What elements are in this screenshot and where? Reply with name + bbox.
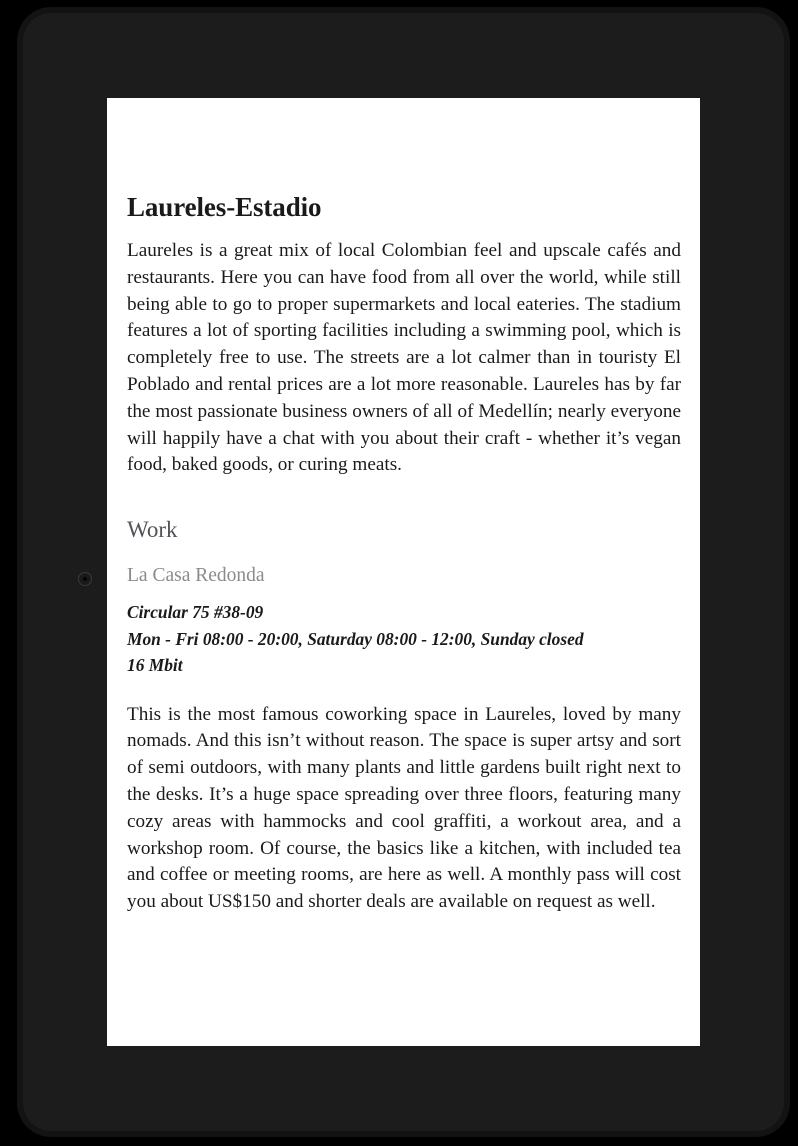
venue-hours: Mon - Fri 08:00 - 20:00, Saturday 08:00 - 12:00, Sunday closed — [127, 628, 584, 649]
venue-address: Circular 75 #38-09 — [127, 602, 264, 623]
section-heading-work: Work — [127, 517, 178, 543]
page-title: Laureles-Estadio — [127, 192, 322, 222]
intro-paragraph: Laureles is a great mix of local Colombian feel and upscale cafés and restaurants. Here you can have food from all over the world, while still being able to go to proper supermarkets and local eateries. The stadium features a lot of sporting facilities including a swimming pool, which is completely free to use. The streets are a lot calmer than in touristy El Poblado and rental prices are a lot more reasonable. Laureles has by far the most passionate business owners of all of Medellín; nearly everyone will happily have a chat with you about their craft - whether it’s vegan food, baked goods, or curing meats. — [127, 240, 681, 476]
venue-meta-block — [127, 589, 681, 679]
front-camera-icon — [78, 572, 92, 586]
device-screen[interactable] — [107, 98, 700, 1046]
venue-internet-speed: 16 Mbit — [127, 655, 183, 676]
reader-content — [127, 98, 681, 916]
venue-name: La Casa Redonda — [127, 565, 265, 587]
venue-description-paragraph: This is the most famous coworking space in Laureles, loved by many nomads. And this isn’t without reason. The space is super artsy and sort of semi outdoors, with many plants and little gardens built right next to the desks. It’s a huge space spreading over three floors, featuring many cozy areas with hammocks and cool graffiti, a workout area, and a workshop room. Of course, the basics like a kitchen, with included tea and coffee or meeting rooms, are here as well. A monthly pass will cost you about US$150 and shorter deals are available on request as well. — [127, 703, 681, 913]
